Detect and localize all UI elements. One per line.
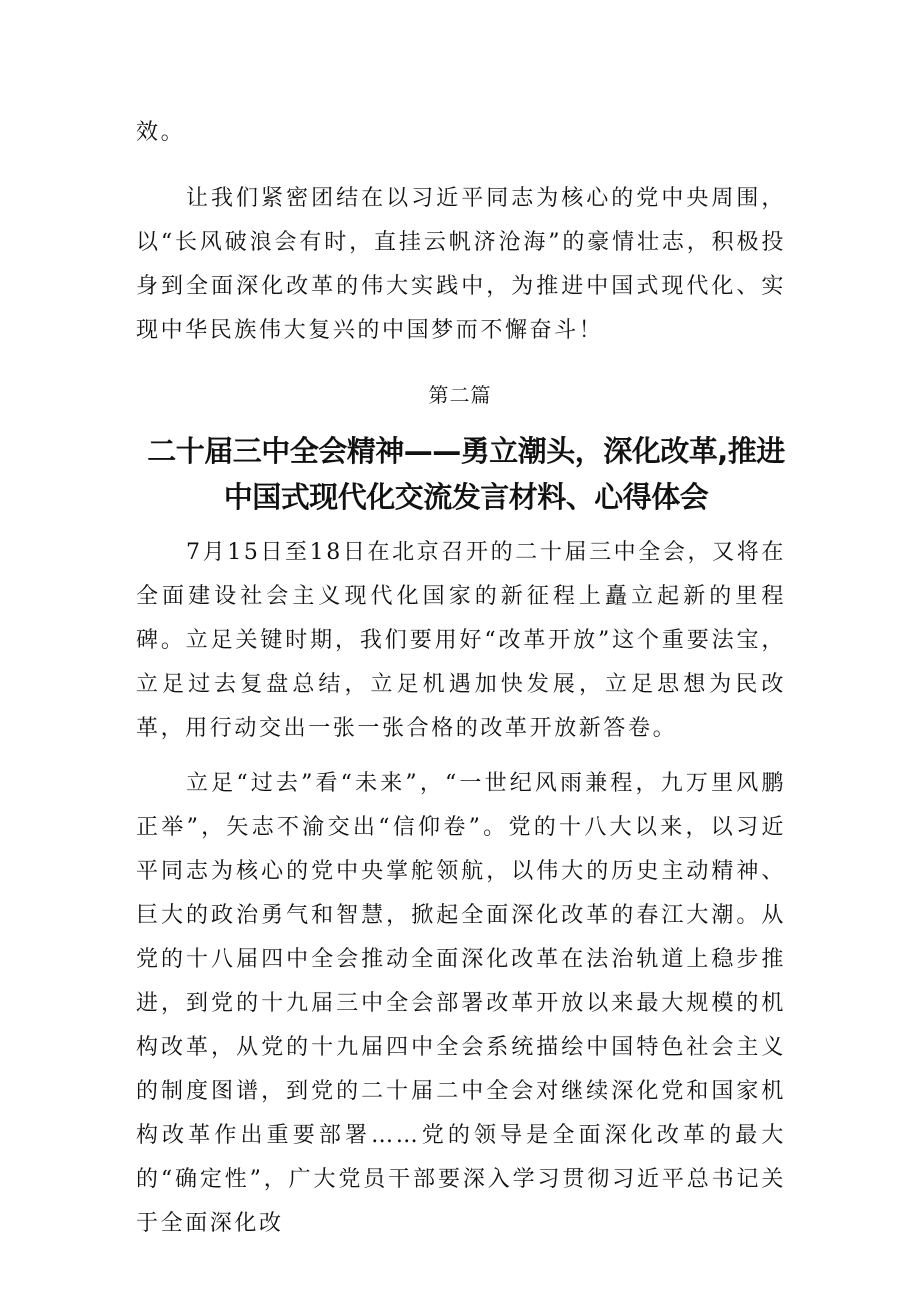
paragraph-ending: 效。 (136, 120, 186, 145)
paragraph-closing-call: 让我们紧密团结在以习近平同志为核心的党中央周围，以“长风破浪会有时，直挂云帆济沧海”的豪情壮志，积极投身到全面深化改革的伟大实践中，为推进中国式现代化、实现中华民族伟大复兴的中国梦而不懈奋斗！ (136, 186, 786, 343)
section-title-line-1: 二十届三中全会精神——勇立潮头，深化改革,推进 (147, 434, 785, 468)
section-title (136, 428, 796, 520)
section-title-line-2: 中国式现代化交流发言材料、心得体会 (223, 480, 709, 514)
section-label: 第二篇 (428, 383, 492, 407)
paragraph-past-future: 立足“过去”看“未来”，“一世纪风雨兼程，九万里风鹏正举”，矢志不渝交出“信仰卷”。党的十八大以来，以习近平同志为核心的党中央掌舵领航，以伟大的历史主动精神、巨大的政治勇气和智慧，掀起全面深化改革的春江大潮。从党的十八届四中全会推动全面深化改革在法治轨道上稳步推进，到党的十九届三中全会部署改革开放以来最大规模的机构改革，从党的十九届四中全会系统描绘中国特色社会主义的制度图谱，到党的二十届二中全会对继续深化党和国家机构改革作出重要部署……党的领导是全面深化改革的最大的“确定性”，广大党员干部要深入学习贯彻习近平总书记关于全面深化改 (136, 771, 786, 1236)
paragraph-intro: 7月15日至18日在北京召开的二十届三中全会，又将在全面建设社会主义现代化国家的新征程上矗立起新的里程碑。立足关键时期，我们要用好“改革开放”这个重要法宝，立足过去复盘总结，立足机遇加快发展，立足思想为民改革，用行动交出一张一张合格的改革开放新答卷。 (136, 540, 786, 741)
